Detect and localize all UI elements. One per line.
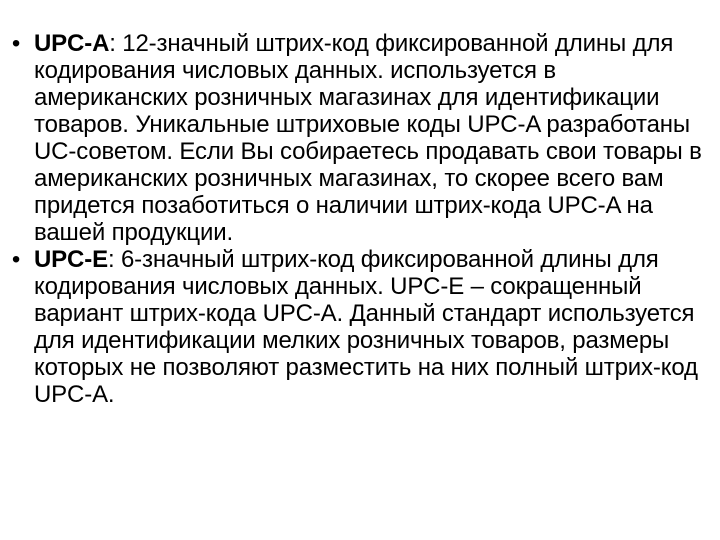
description-upc-a: : 12-значный штрих-код фиксированной длины для кодирования числовых данных. используется в американских розничных магазинах для идентификации товаров. Уникальные штриховые коды UPC-A разработаны UC-советом. Если Вы собираетесь продавать свои товары в американских розничных магазинах, то скорее всего вам придется позаботиться о наличии штрих-кода UPC-A на вашей продукции. (34, 30, 702, 246)
term-upc-a: UPC-A (34, 30, 110, 57)
term-upc-e: UPC-E (34, 246, 108, 273)
description-upc-e: : 6-значный штрих-код фиксированной длины для кодирования числовых данных. UPC-E – сокращенный вариант штрих-кода UPC-A. Данный стандарт используется для идентификации мелких розничных товаров, размеры которых не позволяют разместить на них полный штрих-код UPC-A. (34, 246, 698, 408)
bullet-list (0, 30, 720, 408)
bullet-item-upc-e (0, 246, 720, 408)
bullet-marker: • (11, 30, 21, 57)
bullet-marker: • (11, 246, 21, 273)
bullet-item-upc-a (0, 30, 720, 246)
